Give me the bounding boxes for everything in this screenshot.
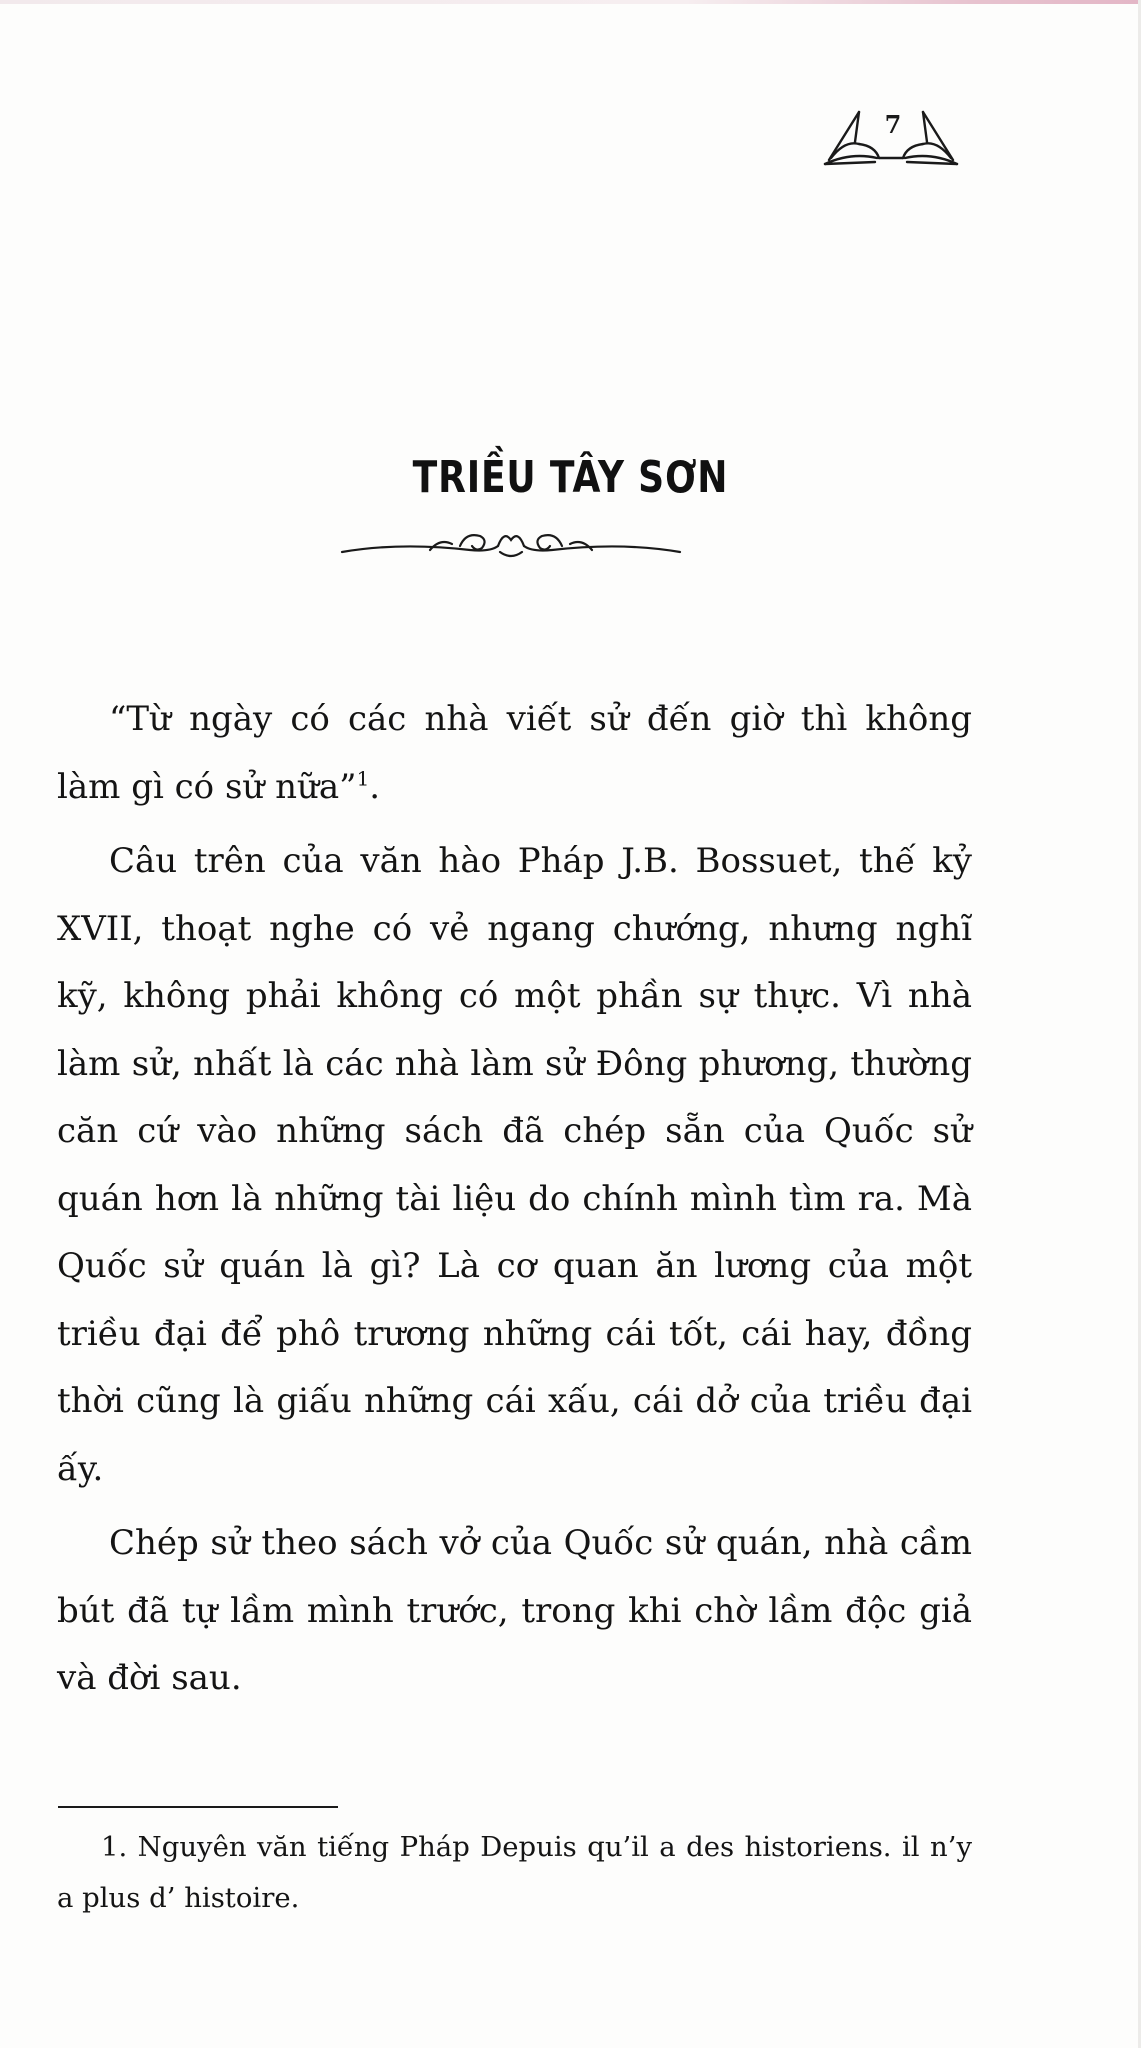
paragraph-3: Chép sử theo sách vở của Quốc sử quán, nhà cầm bút đã tự lầm mình trước, trong khi chờ lầm độc giả và đời sau. — [57, 1523, 972, 1698]
top-edge-stripe — [0, 0, 1141, 4]
paragraph-1 — [57, 686, 972, 821]
opening-quote: “Từ ngày có các nhà viết sử đến giờ thì không làm gì có sử nữa” — [57, 699, 972, 807]
footnote-separator — [58, 1806, 338, 1808]
page-number: 7 — [884, 110, 902, 139]
paragraph-2: Câu trên của văn hào Pháp J.B. Bossuet, thế kỷ XVII, thoạt nghe có vẻ ngang chướng, nhưng nghĩ kỹ, không phải không có một phần sự thực. Vì nhà làm sử, nhất là các nhà làm sử Đông phương, thường căn cứ vào những sách đã chép sẵn của Quốc sử quán hơn là những tài liệu do chính mình tìm ra. Mà Quốc sử quán là gì? Là cơ quan ăn lương của một triều đại để phô trương những cái tốt, cái hay, đồng thời cũng là giấu những cái xấu, cái dở của triều đại ấy. — [57, 841, 972, 1489]
chapter-title: TRIỀU TÂY SƠN — [412, 452, 729, 503]
paragraph-1-end: . — [369, 766, 381, 807]
flourish-divider-icon — [340, 520, 682, 564]
footnote-1: 1. Nguyên văn tiếng Pháp Depuis qu’il a des historiens. il n’y a plus d’ histoire. — [57, 1831, 972, 1914]
footnote-reference[interactable]: 1 — [356, 766, 370, 791]
body-text — [57, 686, 972, 1720]
